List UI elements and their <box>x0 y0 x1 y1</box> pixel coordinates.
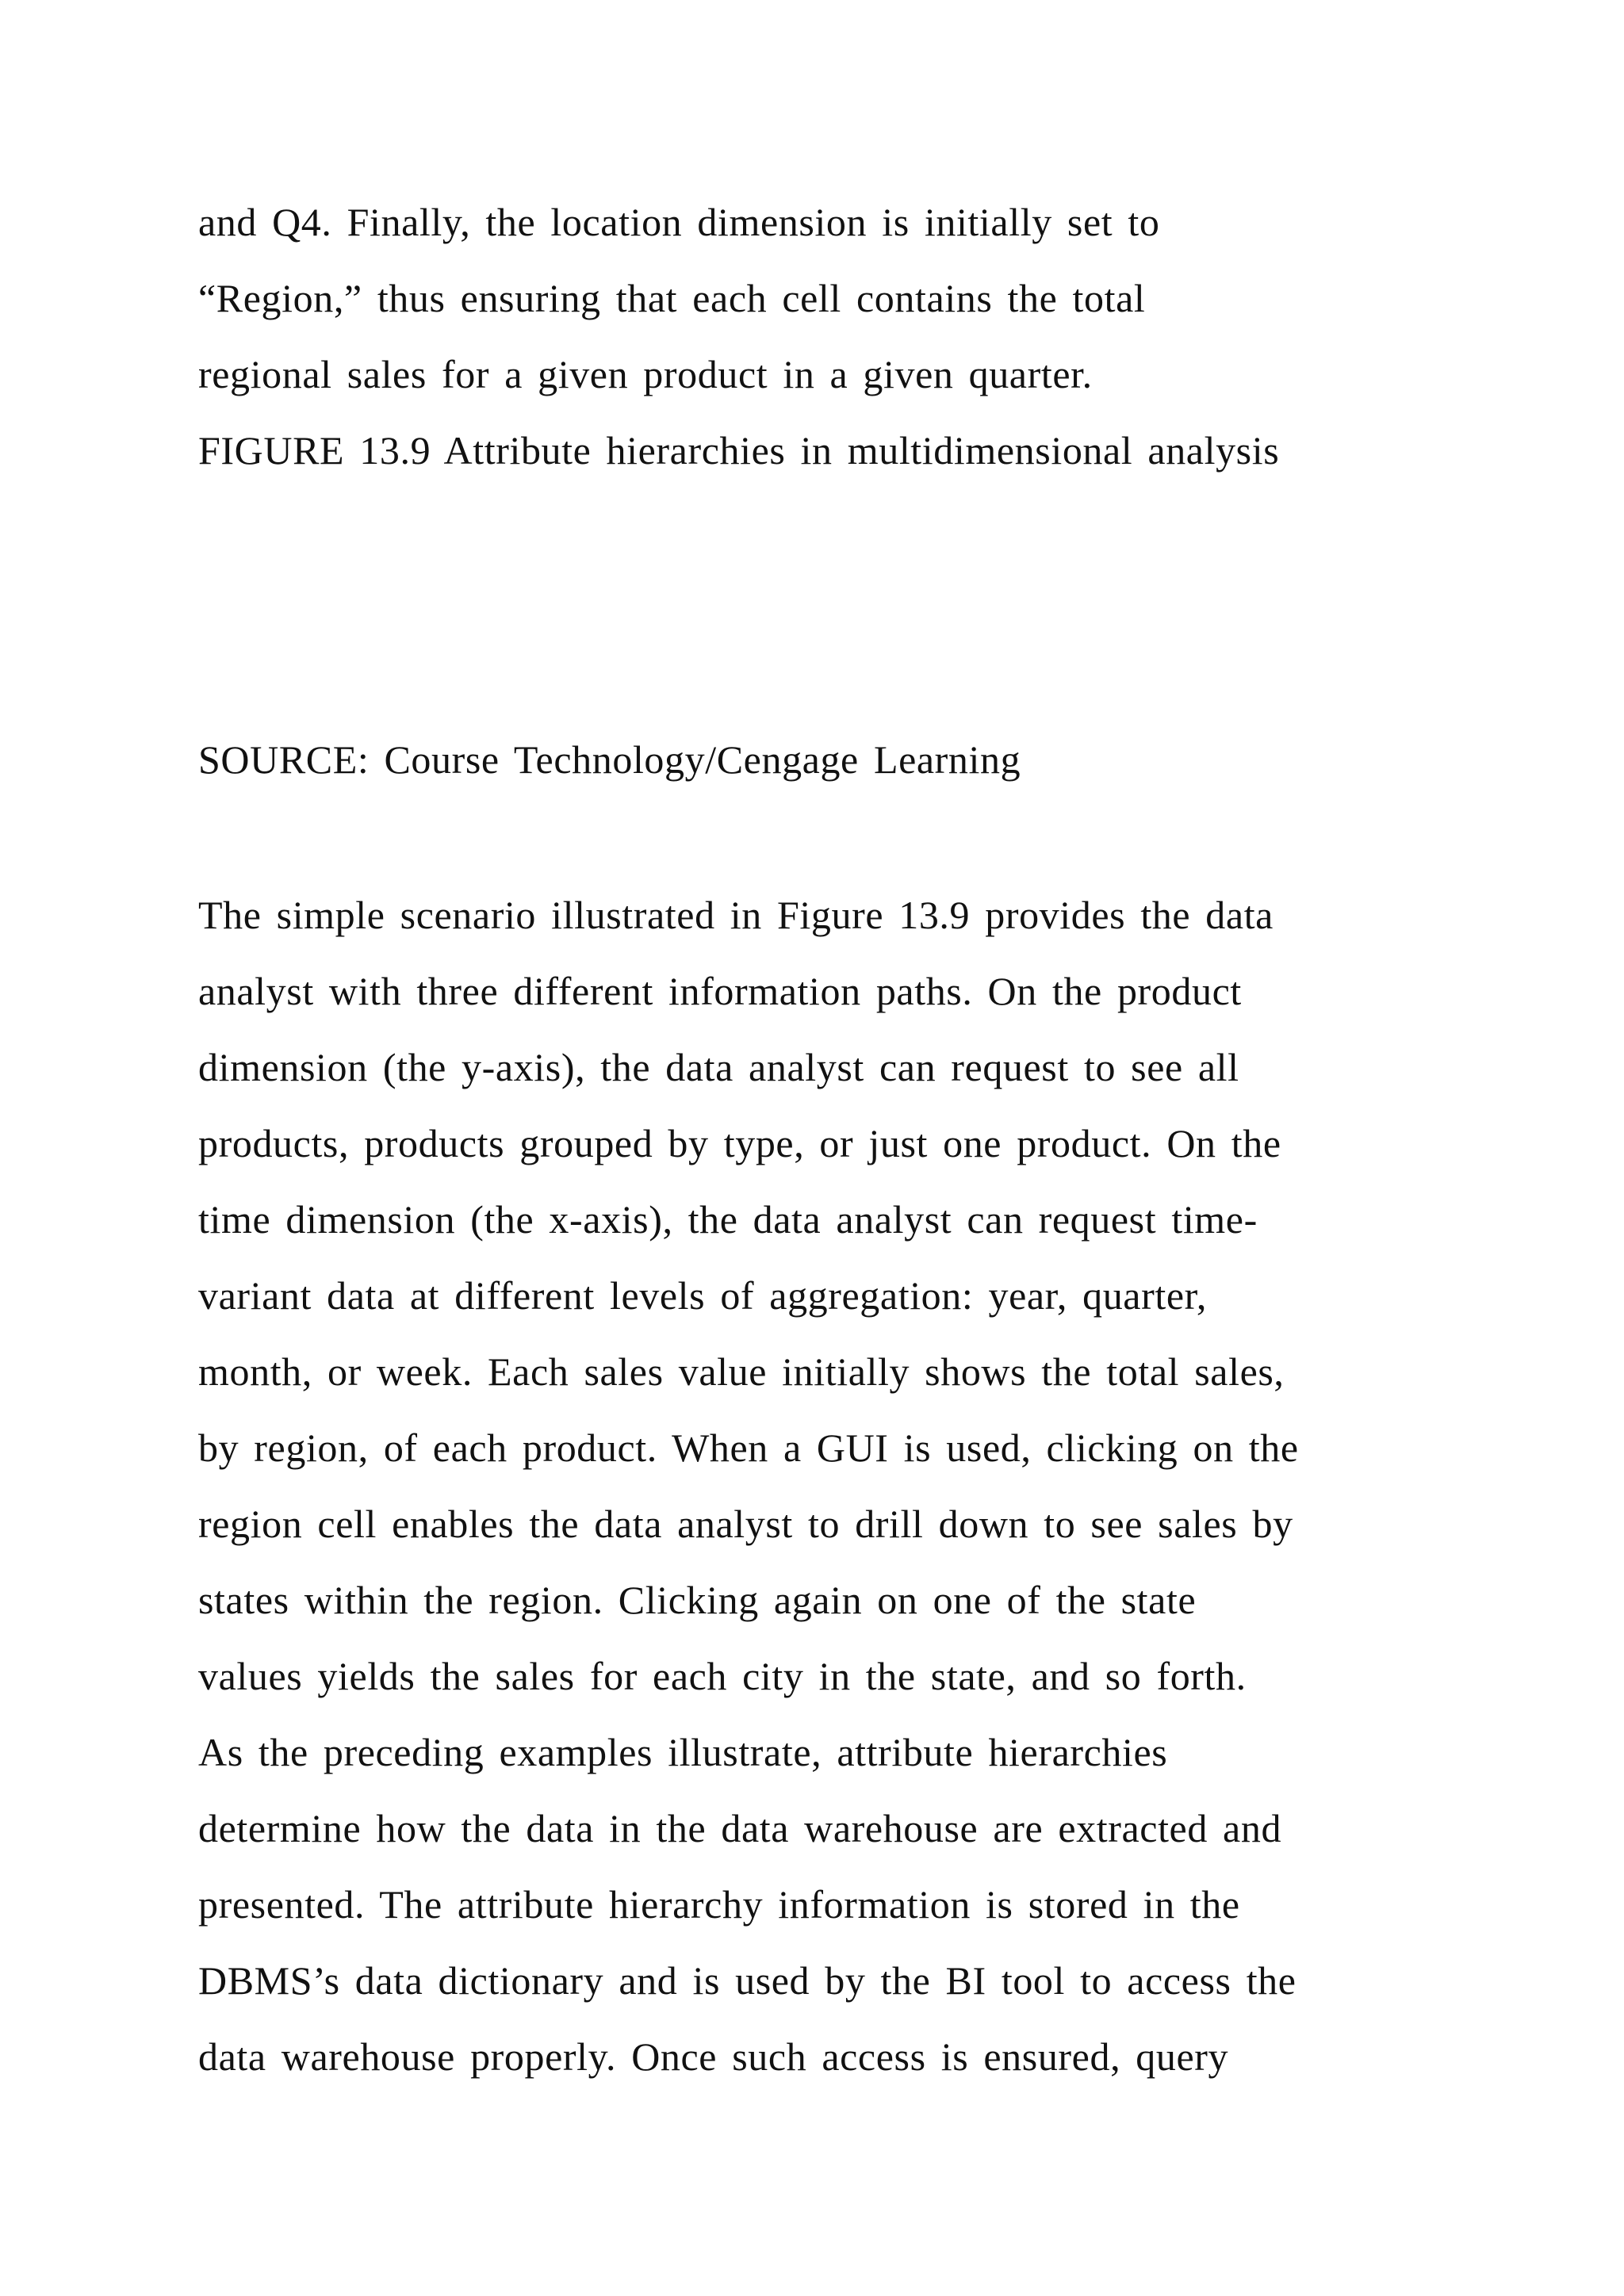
body-line: products, products grouped by type, or just one product. On the <box>198 1121 1281 1165</box>
body-line: states within the region. Clicking again on one of the state <box>198 1578 1197 1622</box>
body-line: month, or week. Each sales value initially shows the total sales, <box>198 1349 1285 1394</box>
body-line: analyst with three different information paths. On the product <box>198 969 1242 1013</box>
body-line: DBMS’s data dictionary and is used by the BI tool to access the <box>198 1958 1297 2003</box>
body-line: determine how the data in the data warehouse are extracted and <box>198 1806 1282 1850</box>
intro-line: and Q4. Finally, the location dimension is initially set to <box>198 200 1160 244</box>
source-credit: SOURCE: Course Technology/Cengage Learning <box>198 737 1021 782</box>
body-line: by region, of each product. When a GUI is used, clicking on the <box>198 1425 1299 1470</box>
body-line: region cell enables the data analyst to drill down to see sales by <box>198 1502 1293 1546</box>
intro-line: regional sales for a given product in a given quarter. <box>198 352 1093 396</box>
body-line: presented. The attribute hierarchy information is stored in the <box>198 1882 1240 1927</box>
intro-line: “Region,” thus ensuring that each cell contains the total <box>198 276 1146 320</box>
body-line: dimension (the y-axis), the data analyst can request to see all <box>198 1045 1239 1089</box>
figure-caption: FIGURE 13.9 Attribute hierarchies in multidimensional analysis <box>198 428 1280 473</box>
body-line: time dimension (the x-axis), the data analyst can request time- <box>198 1197 1258 1242</box>
body-line: data warehouse properly. Once such access is ensured, query <box>198 2034 1229 2079</box>
body-line: As the preceding examples illustrate, attribute hierarchies <box>198 1730 1168 1774</box>
body-line: values yields the sales for each city in the state, and so forth. <box>198 1654 1247 1698</box>
body-line: The simple scenario illustrated in Figure 13.9 provides the data <box>198 893 1274 937</box>
body-line: variant data at different levels of aggregation: year, quarter, <box>198 1273 1207 1318</box>
